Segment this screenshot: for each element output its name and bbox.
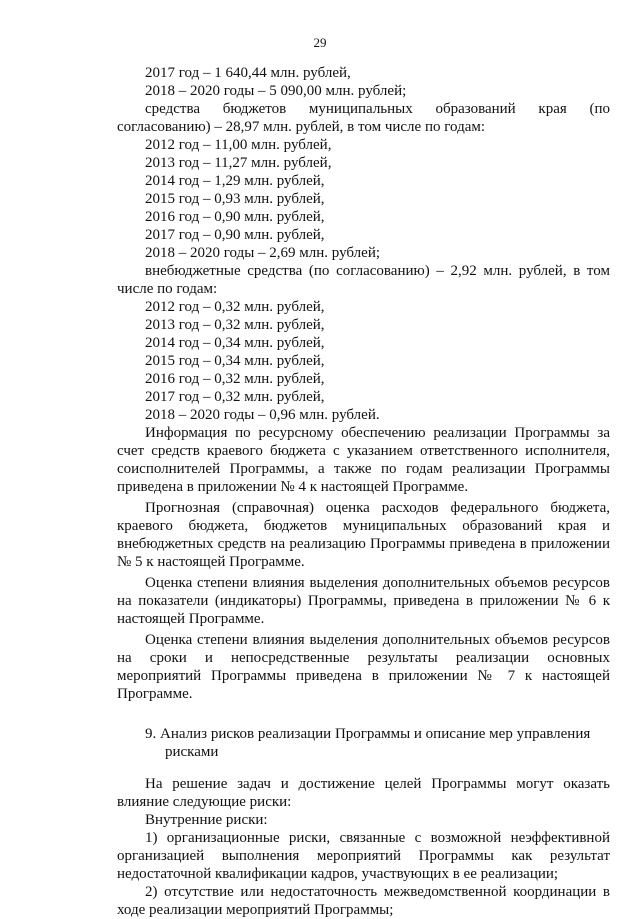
funding-line: 2018 – 2020 годы – 5 090,00 млн. рублей; — [145, 83, 407, 99]
funding-line: 2012 год – 11,00 млн. рублей, — [145, 137, 332, 153]
funding-line: 2017 год – 0,90 млн. рублей, — [145, 227, 325, 243]
section-heading — [117, 725, 610, 761]
body-paragraph: Информация по ресурсному обеспечению реализации Программы за счет средств краевого бюджета с указанием ответственного исполнителя, соисполнителей Программы, а также по годам реализации Программы приведена в приложении № 4 к настоящей Программе. — [117, 425, 610, 495]
funding-line: 2014 год – 1,29 млн. рублей, — [145, 173, 325, 189]
page-number: 29 — [313, 35, 327, 50]
funding-line: 2013 год – 0,32 млн. рублей, — [145, 317, 325, 333]
body-paragraph: Оценка степени влияния выделения дополнительных объемов ресурсов на показатели (индикаторы) Программы, приведена в приложении № 6 к настоящей Программе. — [117, 575, 610, 627]
funding-line: 2012 год – 0,32 млн. рублей, — [145, 299, 325, 315]
funding-line: 2016 год – 0,90 млн. рублей, — [145, 209, 325, 225]
funding-line: 2018 – 2020 годы – 2,69 млн. рублей; — [145, 245, 381, 261]
section-heading-line-2: рисками — [165, 744, 219, 760]
body-paragraph: 2) отсутствие или недостаточность межведомственной координации в ходе реализации мероприятий Программы; — [117, 884, 610, 918]
funding-line: 2017 год – 1 640,44 млн. рублей, — [145, 65, 351, 81]
funding-line: 2018 – 2020 годы – 0,96 млн. рублей. — [145, 407, 380, 423]
funding-line: 2013 год – 11,27 млн. рублей, — [145, 155, 332, 171]
body-paragraph: Внутренние риски: — [145, 812, 268, 828]
funding-line: 2015 год – 0,93 млн. рублей, — [145, 191, 325, 207]
funding-line: 2016 год – 0,32 млн. рублей, — [145, 371, 325, 387]
funding-line: 2014 год – 0,34 млн. рублей, — [145, 335, 325, 351]
body-paragraph: 1) организационные риски, связанные с возможной неэффективной организацией выполнения мероприятий Программы как результат недостаточной квалификации кадров, участвующих в ее реализации; — [117, 830, 610, 882]
municipal-funding-paragraph: средства бюджетов муниципальных образований края (по согласованию) – 28,97 млн. рублей, в том числе по годам: — [117, 101, 610, 135]
body-paragraph: Оценка степени влияния выделения дополнительных объемов ресурсов на сроки и непосредственные результаты реализации основных мероприятий Программы приведена в приложении № 7 к настоящей Программе. — [117, 632, 610, 702]
extrabudget-funding-paragraph: внебюджетные средства (по согласованию) – 2,92 млн. рублей, в том числе по годам: — [117, 263, 610, 297]
body-paragraph: На решение задач и достижение целей Программы могут оказать влияние следующие риски: — [117, 776, 610, 810]
funding-line: 2015 год – 0,34 млн. рублей, — [145, 353, 325, 369]
body-paragraph: Прогнозная (справочная) оценка расходов федерального бюджета, краевого бюджета, бюджетов муниципальных образований края и внебюджетных средств на реализацию Программы приведена в приложении № 5 к настоящей Программе. — [117, 500, 610, 570]
document-body — [117, 64, 610, 919]
funding-line: 2017 год – 0,32 млн. рублей, — [145, 389, 325, 405]
section-heading-line-1: 9. Анализ рисков реализации Программы и описание мер управления — [145, 726, 591, 742]
